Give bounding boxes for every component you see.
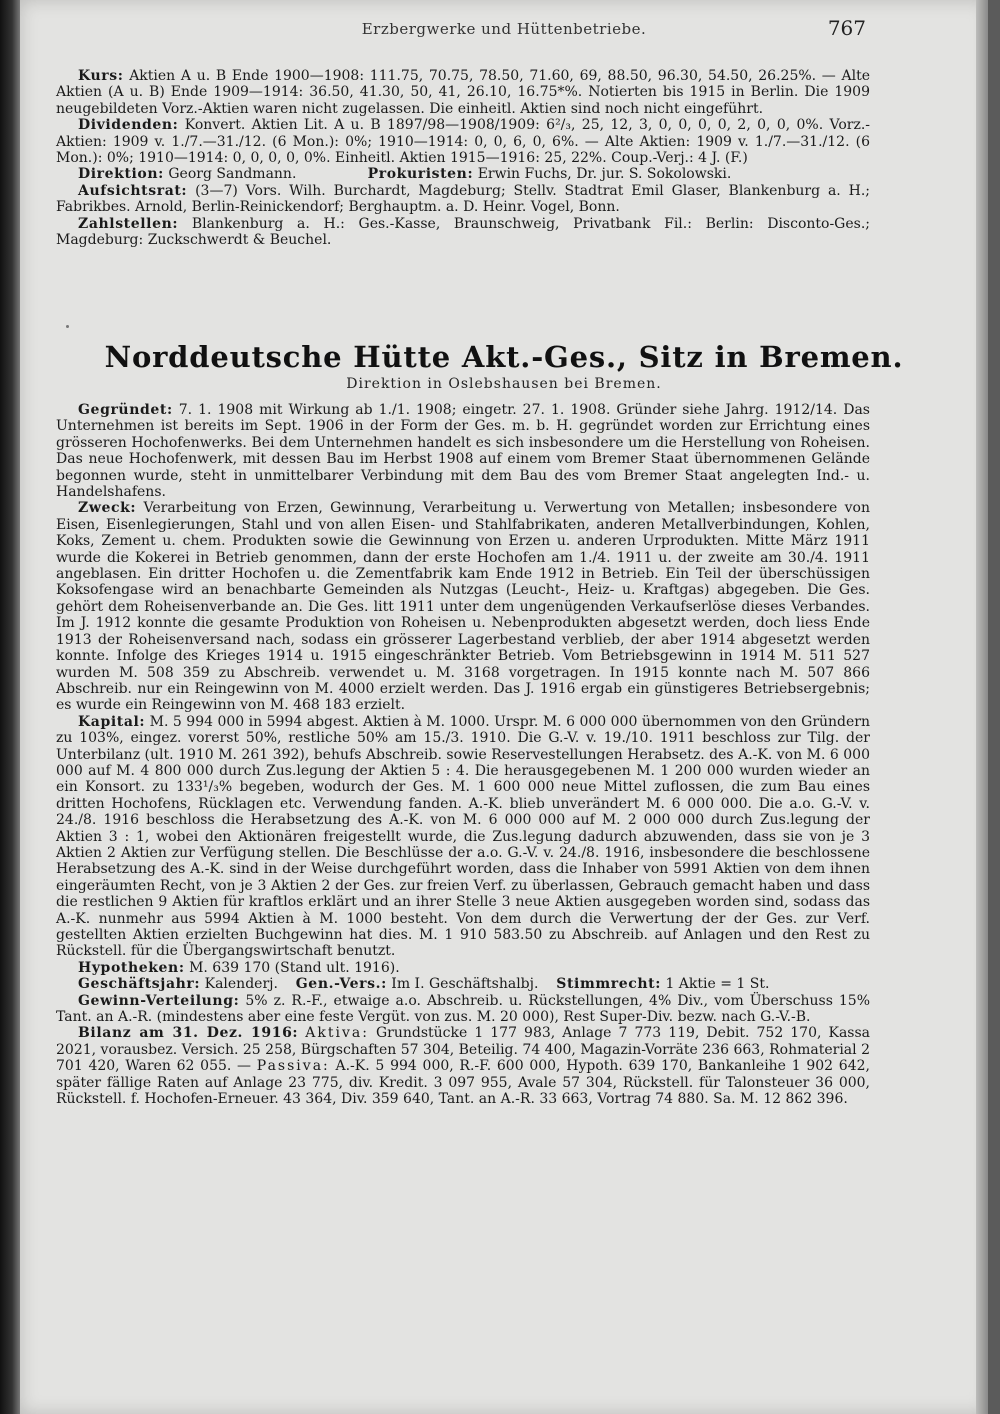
bilanz-passiva-label: Passiva: (256, 1058, 330, 1075)
hypotheken-paragraph (56, 960, 870, 976)
page-number: 767 (827, 16, 866, 40)
geschaeftsjahr-text: Kalenderj. (204, 976, 278, 993)
aufsichtsrat-paragraph (56, 183, 870, 216)
print-speck (66, 325, 69, 328)
prokuristen-text: Erwin Fuchs, Dr. jur. S. Sokolowski. (477, 166, 732, 183)
scan-page-edge (976, 0, 988, 1414)
zweck-paragraph (56, 500, 870, 713)
kapital-label: Kapital: (78, 713, 146, 730)
page-header (20, 16, 988, 44)
direktion-paragraph (56, 166, 870, 182)
kurs-label: Kurs: (78, 68, 124, 84)
hypotheken-label: Hypotheken: (78, 959, 185, 976)
bilanz-aktiva-text: Grundstücke 1 177 983, Anlage 7 773 119, Debit. 752 170, Kassa 2021, vorausbez. Versich. 25 258, Bürgschaften 57 304, Beteilig. 74 400, Magazin-Vorräte 236 663, Rohmaterial 2 701 420, Waren 62 055. — (56, 1025, 871, 1075)
stimmrecht-label: Stimmrecht: (556, 976, 661, 993)
kapital-text: M. 5 994 000 in 5994 abgest. Aktien à M. 1000. Urspr. M. 6 000 000 übernommen von den Gründern zu 103%, eingez. vorerst 50%, restliche 50% am 15./3. 1910. Die G.-V. v. 19./10. 1911 beschloss zur Tilg. der Unterbilanz (ult. 1910 M. 261 392), behufs Abschreib. sowie Reservestellungen Herabsetz. des A.-K. von M. 6 000 000 auf M. 4 800 000 durch Zus.legung der Aktien 5 : 4. Die herausgegebenen M. 1 200 000 wurden wieder an ein Konsort. zu 133¹/₃% begeben, wodurch der Ges. M. 1 600 000 neue Mittel zuflossen, die zum Bau eines dritten Hochofens, Rücklagen etc. Verwendung fanden. A.-K. blieb unverändert M. 6 000 000. Die a.o. G.-V. v. 24./8. 1916 beschloss die Herabsetzung des A.-K. von M. 6 000 000 auf M. 2 000 000 durch Zus.legung der Aktien 3 : 1, wobei den Aktionären freigestellt wurde, die Zus.legung dadurch abzuwenden, dass sie von je 3 Aktien 2 Aktien zur Verfügung stellen. Die Beschlüsse der a.o. G.-V. v. 24./8. 1916, insbesondere die beschlossene Herabsetzung des A.-K. sind in der Weise durchgeführt worden, dass die Inhaber von 5991 Aktien von dem ihnen eingeräumten Recht, von je 3 Aktien 2 der Ges. zur freien Verf. zu überlassen, Gebrauch gemacht haben und dass die restlichen 9 Aktien für kraftlos erklärt und an ihrer Stelle 3 neue Aktien ausgegeben worden sind, sodass das A.-K. nunmehr aus 5994 Aktien à M. 1000 besteht. Von dem durch die Verwertung der der Ges. zur Verf. gestellten Aktien erzielten Buchgewinn hat dies. M. 1 910 583.50 zu Abschreib. auf Anlagen und den Rest zu Rückstell. für die Übergangswirtschaft benutzt. (56, 713, 870, 960)
zweck-label: Zweck: (78, 500, 137, 517)
gegruendet-paragraph (56, 402, 870, 500)
dividenden-paragraph (56, 117, 870, 166)
company-title: Norddeutsche Hütte Akt.-Ges., Sitz in Bremen. (104, 340, 904, 374)
prokuristen-label: Prokuristen: (367, 166, 474, 183)
book-page (20, 0, 988, 1414)
geschaeftsjahr-label: Geschäftsjahr: (78, 976, 201, 993)
direktion-text: Georg Sandmann. (168, 166, 297, 183)
gegruendet-text: 7. 1. 1908 mit Wirkung ab 1./1. 1908; eingetr. 27. 1. 1908. Gründer siehe Jahrg. 1912/14. Das Unternehmen ist bereits im Sept. 1906 in der Form der Ges. m. b. H. gegründet worden zur Errichtung eines grösseren Hochofenwerks. Bei dem Unternehmen handelt es sich insbesondere um die Herstellung von Roheisen. Das neue Hochofenwerk, mit dessen Bau im Herbst 1908 auf einem vom Bremer Staat übernommenen Gelände begonnen wurde, steht in unmittelbarer Verbindung mit dem Bau des vom Bremer Staat angelegten Ind.- u. Handelshafens. (56, 402, 870, 501)
dividenden-text: Konvert. Aktien Lit. A u. B 1897/98—1908/1909: 6²/₃, 25, 12, 3, 0, 0, 0, 0, 2, 0, 0, 0%. Vorz.-Aktien: 1909 v. 1./7.—31./12. (6 Mon.): 0%; 1910—1914: 0, 0, 6, 0, 6%. — Alte Aktien: 1909 v. 1./7.—31./12. (6 Mon.): 0%; 1910—1914: 0, 0, 0, 0, 0%. Einheitl. Aktien 1915—1916: 25, 22%. Coup.-Verj.: 4 J. (F.) (56, 117, 871, 167)
gewinn-paragraph (56, 993, 870, 1026)
geschaeftsjahr-paragraph (56, 976, 870, 992)
genvers-label: Gen.-Vers.: (295, 976, 387, 993)
company-subtitle: Direktion in Oslebshausen bei Bremen. (346, 376, 662, 392)
bilanz-label: Bilanz am 31. Dez. 1916: (78, 1025, 299, 1042)
bilanz-passiva-text: A.-K. 5 994 000, R.-F. 600 000, Hypoth. 639 170, Bankanleihe 1 902 642, später fällige Raten auf Anlage 23 775, div. Kredit. 3 097 955, Avale 57 304, Rückstell. für Talonsteuer 36 000, Rückstell. f. Hochofen-Erneuer. 43 364, Div. 359 640, Tant. an A.-R. 33 663, Vortrag 74 880. Sa. M. 12 862 396. (56, 1058, 870, 1108)
genvers-text: Im I. Geschäftshalbj. (391, 976, 539, 993)
stimmrecht-text: 1 Aktie = 1 St. (665, 976, 770, 993)
zahlstellen-text: Blankenburg a. H.: Ges.-Kasse, Braunschweig, Privatbank Fil.: Berlin: Disconto-Ges.; Magdeburg: Zuckschwerdt & Beuchel. (56, 215, 870, 249)
hypotheken-text: M. 639 170 (Stand ult. 1916). (189, 959, 400, 976)
zahlstellen-label: Zahlstellen: (78, 215, 179, 232)
running-title: Erzbergwerke und Hüttenbetriebe. (361, 20, 647, 38)
kurs-text: Aktien A u. B Ende 1900—1908: 111.75, 70.75, 78.50, 71.60, 69, 88.50, 96.30, 54.50, 26.25%. — Alte Aktien (A u. B) Ende 1909—1914: 36.50, 41.30, 50, 41, 26.10, 16.75*%. Notierten bis 1915 in Berlin. Die 1909 neugebildeten Vorz.-Aktien waren nicht zugelassen. Die einheitl. Aktien sind noch nicht eingeführt. (56, 68, 871, 117)
zahlstellen-paragraph (56, 216, 870, 249)
kurs-paragraph (56, 68, 870, 117)
bilanz-paragraph (56, 1025, 870, 1107)
kapital-paragraph (56, 714, 870, 960)
zweck-text: Verarbeitung von Erzen, Gewinnung, Verarbeitung u. Verwertung von Metallen; insbesondere von Eisen, Eisenlegierungen, Stahl und von allen Eisen- und Stahlfabrikaten, anderen Metallverbindungen, Kohlen, Koks, Zement u. chem. Produkten sowie die Gewinnung von Erzen u. anderen Urprodukten. Mitte März 1911 wurde die Kokerei in Betrieb genommen, dann der erste Hochofen am 1./4. 1911 u. der zweite am 30./4. 1911 angeblasen. Ein dritter Hochofen u. die Zementfabrik kam Ende 1912 in Betrieb. Ein Teil der überschüssigen Koksofengase wird an benachbarte Gemeinden als Nutzgas (Leucht-, Heiz- u. Kraftgas) abgegeben. Die Ges. gehört dem Roheisenverbande an. Die Ges. litt 1911 unter dem ungenügenden Verkaufserlöse dieses Verbandes. Im J. 1912 konnte die gesamte Produktion von Roheisen u. Nebenprodukten abgesetzt werden, doch liess Ende 1913 der Roheisenversand nach, sodass ein grösserer Lagerbestand verblieb, der aber 1914 abgesetzt werden konnte. Infolge des Krieges 1914 u. 1915 eingeschränkter Betrieb. Vom Betriebsgewinn in 1914 M. 511 527 wurden M. 508 359 zu Abschreib. verwendet u. M. 3168 vorgetragen. In 1915 konnte nach M. 507 866 Abschreib. nur ein Reingewinn von M. 4000 erzielt werden. Das J. 1916 ergab ein günstigeres Betriebsergebnis; es wurde ein Reingewinn von M. 468 183 erzielt. (56, 500, 870, 714)
bilanz-aktiva-label: Aktiva: (305, 1025, 369, 1042)
company-entry (56, 402, 870, 1107)
scan-binding-edge (0, 0, 20, 1414)
direktion-label: Direktion: (78, 166, 164, 183)
gewinn-label: Gewinn-Verteilung: (78, 992, 240, 1009)
dividenden-label: Dividenden: (78, 117, 179, 134)
aufsichtsrat-text: (3—7) Vors. Wilh. Burchardt, Magdeburg; Stellv. Stadtrat Emil Glaser, Blankenburg a. H.; Fabrikbes. Arnold, Berlin-Reinickendorf; Berghauptm. a. D. Heinr. Vogel, Bonn. (56, 182, 871, 216)
aufsichtsrat-label: Aufsichtsrat: (78, 182, 188, 199)
gegruendet-label: Gegründet: (78, 402, 173, 418)
gewinn-text: 5% z. R.-F., etwaige a.o. Abschreib. u. Rückstellungen, 4% Div., vom Überschuss 15% Tant. an A.-R. (mindestens aber eine feste Vergüt. von zus. M. 20 000), Rest Super-Div. bezw. nach G.-V.-B. (56, 992, 870, 1026)
previous-company-entry (56, 68, 870, 248)
